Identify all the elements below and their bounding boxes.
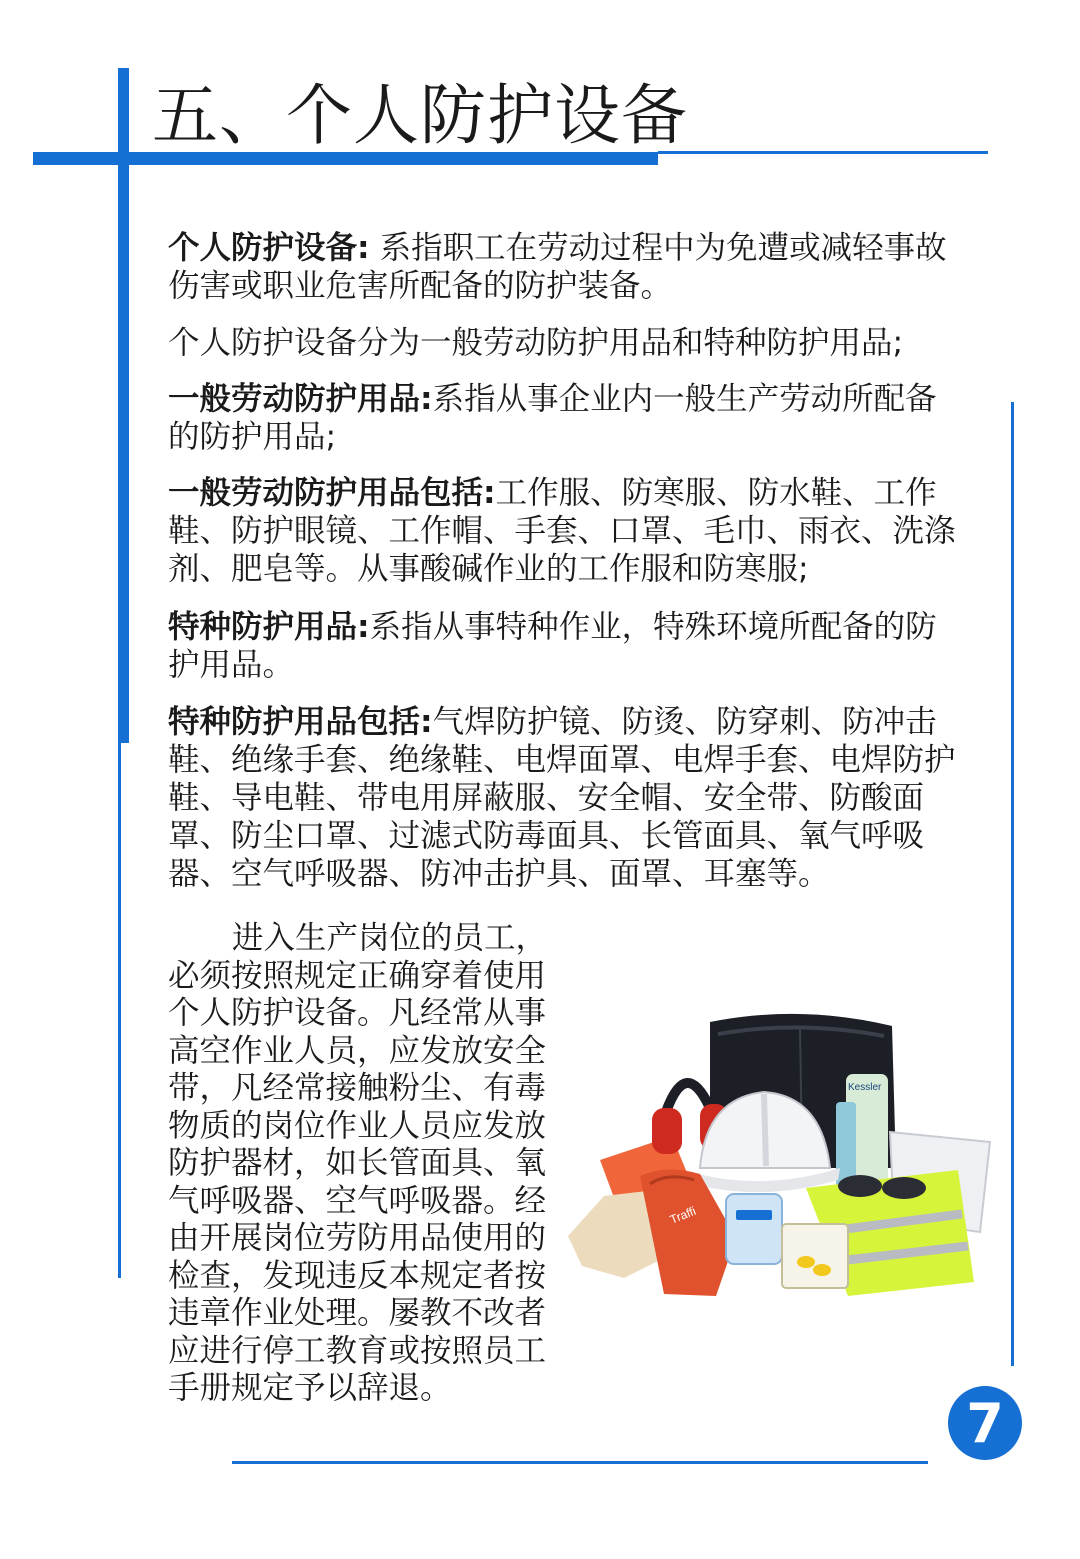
- special-ppe-text: 系指从事特种作业，特殊环境所配备的防护用品。: [168, 609, 937, 683]
- definition-paragraph: [168, 229, 958, 305]
- ppe-kit-illustration: [560, 1000, 1000, 1300]
- special-ppe-paragraph: [168, 608, 958, 684]
- special-ppe-term: 特种防护用品:: [168, 609, 370, 645]
- general-ppe-items-term: 一般劳动防护用品包括:: [168, 475, 496, 511]
- general-ppe-paragraph: [168, 380, 958, 456]
- special-ppe-items-term: 特种防护用品包括:: [168, 704, 433, 740]
- special-ppe-items-text: 气焊防护镜、防烫、防穿刺、防冲击鞋、绝缘手套、绝缘鞋、电焊面罩、电焊手套、电焊防护鞋、导电鞋、带电用屏蔽服、安全帽、安全带、防酸面罩、防尘口罩、过滤式防毒面具、长管面具、氧气呼吸器、空气呼吸器、防冲击护具、面罩、耳塞等。: [168, 704, 956, 892]
- earplugs-pack-image: [782, 1224, 848, 1288]
- title-underline-thin: [658, 151, 988, 154]
- general-ppe-items-paragraph: [168, 474, 958, 588]
- left-frame-line: [118, 742, 121, 1278]
- glove-label: Traffi: [667, 1203, 698, 1227]
- definition-term: 个人防护设备:: [168, 230, 370, 266]
- right-frame-line: [1011, 402, 1014, 1366]
- page-title: 五、个人防护设备: [152, 77, 688, 154]
- general-ppe-items-text: 工作服、防寒服、防水鞋、工作鞋、防护眼镜、工作帽、手套、口罩、毛巾、雨衣、洗涤剂、肥皂等。从事酸碱作业的工作服和防寒服;: [168, 475, 956, 587]
- bottom-frame-line: [232, 1461, 928, 1464]
- cream-label: Kessler: [848, 1082, 882, 1093]
- classification-paragraph: 个人防护设备分为一般劳动防护用品和特种防护用品;: [168, 325, 904, 361]
- page-number-badge: 7: [948, 1386, 1022, 1460]
- general-ppe-term: 一般劳动防护用品:: [168, 381, 433, 417]
- title-left-accent-bar: [118, 68, 129, 743]
- general-ppe-text: 系指从事企业内一般生产劳动所配备的防护用品;: [168, 381, 937, 455]
- definition-text: 系指职工在劳动过程中为免遭或减轻事故伤害或职业危害所配备的防护装备。: [168, 230, 947, 304]
- first-aid-box-image: [726, 1194, 782, 1264]
- special-ppe-items-paragraph: [168, 703, 958, 893]
- closing-paragraph: 进入生产岗位的员工，必须按照规定正确穿着使用个人防护设备。凡经常从事高空作业人员，应发放安全带，凡经常接触粉尘、有毒物质的岗位作业人员应发放防护器材，如长管面具、氧气呼吸器、空气呼吸器。经由开展岗位劳防用品使用的检查，发现违反本规定者按违章作业处理。屡教不改者应进行停工教育或按照员工手册规定予以辞退。: [168, 920, 548, 1406]
